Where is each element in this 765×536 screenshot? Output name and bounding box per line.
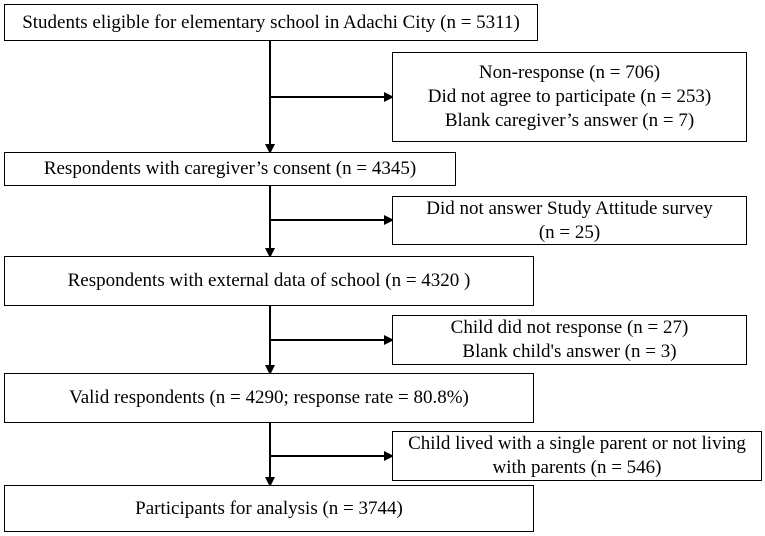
- exclusion-box-1: [392, 52, 747, 142]
- main-box-eligible-text: Students eligible for elementary school in Adachi City (n = 5311): [22, 11, 520, 33]
- exclusion-box-3: [392, 315, 747, 365]
- exclusion-box-3-line-1: Child did not response (n = 27): [450, 317, 689, 338]
- main-box-external-data: [4, 256, 534, 306]
- exclusion-box-4: [392, 431, 762, 481]
- exclusion-box-1-line-2: Did not agree to participate (n = 253): [427, 86, 712, 107]
- main-box-valid-text: Valid respondents (n = 4290; response rate = 80.8%): [69, 387, 469, 408]
- exclusion-box-1-line-1: Non-response (n = 706): [478, 62, 661, 83]
- main-box-participants: [4, 485, 534, 532]
- exclusion-box-4-line-2: with parents (n = 546): [492, 457, 662, 478]
- exclusion-box-2-line-1: Did not answer Study Attitude survey: [426, 197, 713, 219]
- exclusion-box-2: [392, 196, 747, 245]
- main-box-valid: [4, 373, 534, 423]
- exclusion-box-4-line-1: Child lived with a single parent or not living: [408, 433, 746, 454]
- exclusion-box-2-line-2: (n = 25): [538, 221, 601, 243]
- main-box-eligible: [4, 4, 538, 41]
- main-box-consent: [4, 152, 456, 186]
- exclusion-box-1-line-3: Blank caregiver’s answer (n = 7): [444, 110, 695, 131]
- exclusion-box-3-line-2: Blank child's answer (n = 3): [462, 341, 677, 362]
- main-box-external-data-text: Respondents with external data of school (n = 4320 ): [67, 270, 471, 291]
- main-box-consent-text: Respondents with caregiver’s consent (n = 4345): [43, 158, 417, 179]
- main-box-participants-text: Participants for analysis (n = 3744): [135, 497, 403, 519]
